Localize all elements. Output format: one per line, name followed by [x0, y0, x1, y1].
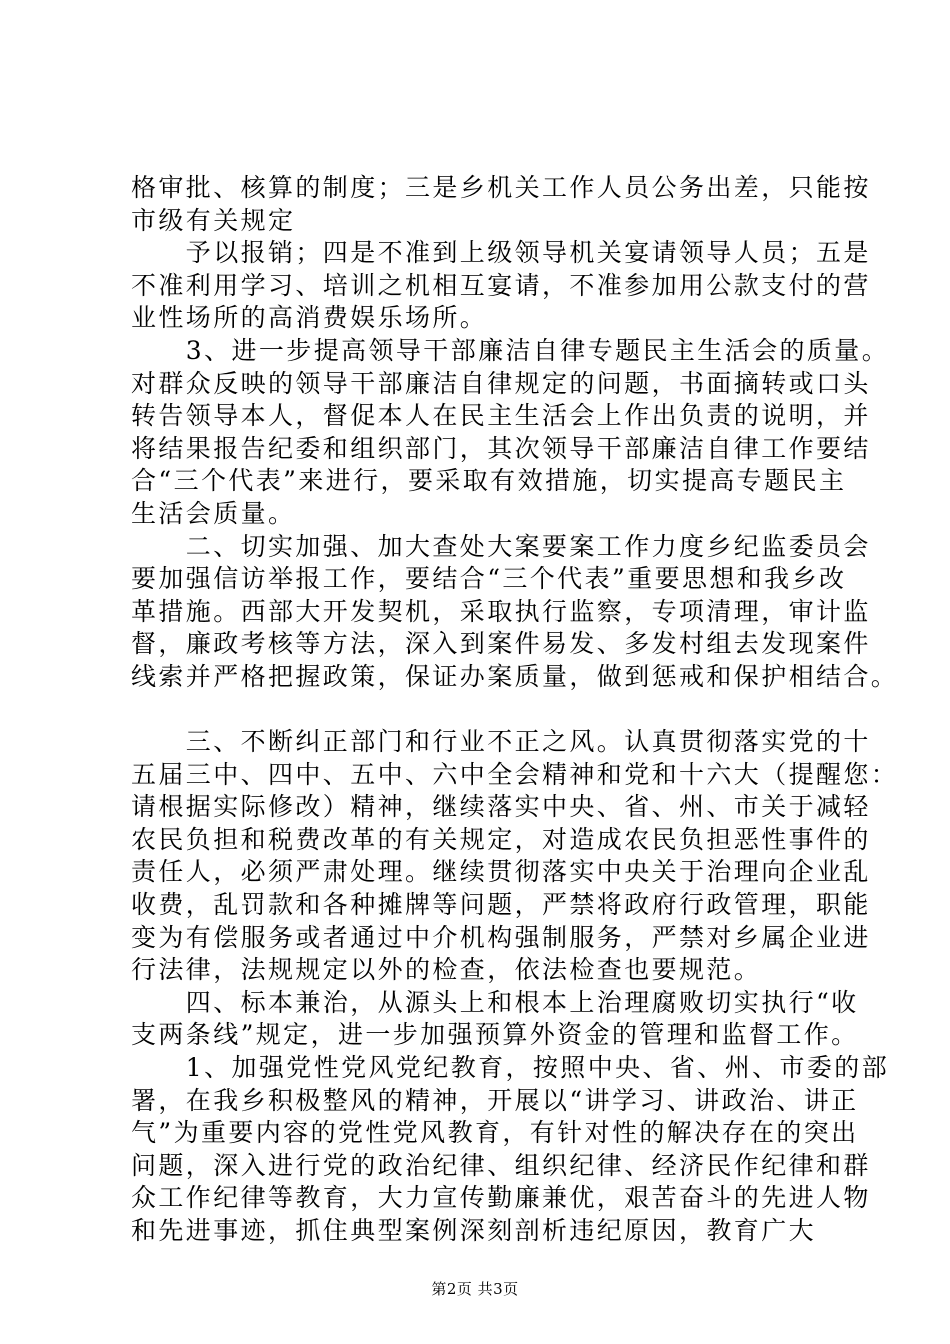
text-line: 督，廉政考核等方法，深入到案件易发、多发村组去发现案件	[131, 629, 871, 659]
text-line: 线索并严格把握政策，保证办案质量，做到惩戒和保护相结合。	[131, 661, 899, 691]
document-body	[131, 172, 899, 1248]
text-line: 行法律，法规规定以外的检查，依法检查也要规范。	[131, 955, 762, 985]
text-line: 变为有偿服务或者通过中介机构强制服务，严禁对乡属企业进	[131, 922, 871, 952]
text-line: 格审批、核算的制度；三是乡机关工作人员公务出差，只能按	[131, 173, 871, 202]
text-line: 责任人，必须严肃处理。继续贯彻落实中央关于治理向企业乱	[131, 857, 871, 887]
text-line: 支两条线”规定，进一步加强预算外资金的管理和监督工作。	[131, 1020, 859, 1050]
text-line: 五届三中、四中、五中、六中全会精神和党和十六大（提醒您：	[131, 759, 899, 789]
text-line: 不准利用学习、培训之机相互宴请，不准参加用公款支付的营	[131, 270, 871, 300]
text-line: 生活会质量。	[131, 498, 296, 528]
text-line: 三、不断纠正部门和行业不正之风。认真贯彻落实党的十	[131, 727, 871, 757]
page-number-footer: 第2页 共3页	[431, 1280, 519, 1298]
text-line: 农民负担和税费改革的有关规定，对造成农民负担恶性事件的	[131, 824, 871, 854]
text-line: 转告领导本人，督促本人在民主生活会上作出负责的说明，并	[131, 401, 871, 431]
text-line: 署，在我乡积极整风的精神，开展以“讲学习、讲政治、讲正	[131, 1085, 859, 1115]
blank-line	[131, 694, 831, 727]
text-line: 业性场所的高消费娱乐场所。	[131, 303, 488, 333]
text-line: 问题，深入进行党的政治纪律、组织纪律、经济民作纪律和群	[131, 1150, 871, 1180]
text-line: 3、进一步提高领导干部廉洁自律专题民主生活会的质量。	[131, 335, 890, 365]
text-line: 合“三个代表”来进行，要采取有效措施，切实提高专题民主	[131, 466, 847, 496]
text-line: 市级有关规定	[131, 205, 296, 235]
text-line: 予以报销；四是不准到上级领导机关宴请领导人员；五是	[131, 238, 871, 268]
text-line: 四、标本兼治，从源头上和根本上治理腐败切实执行“收	[131, 987, 859, 1017]
text-line: 二、切实加强、加大查处大案要案工作力度乡纪监委员会	[131, 531, 871, 561]
text-line: 革措施。西部大开发契机，采取执行监察，专项清理，审计监	[131, 596, 871, 626]
text-line: 1、加强党性党风党纪教育，按照中央、省、州、市委的部	[131, 1053, 890, 1083]
text-line: 收费，乱罚款和各种摊牌等问题，严禁将政府行政管理，职能	[131, 890, 871, 920]
text-line: 要加强信访举报工作，要结合“三个代表”重要思想和我乡改	[131, 564, 847, 594]
text-line: 和先进事迹，抓住典型案例深刻剖析违纪原因，教育广大	[131, 1216, 817, 1245]
text-line: 众工作纪律等教育，大力宣传勤廉兼优，艰苦奋斗的先进人物	[131, 1183, 871, 1213]
text-line: 气”为重要内容的党性党风教育，有针对性的解决存在的突出	[131, 1118, 859, 1148]
text-line: 将结果报告纪委和组织部门，其次领导干部廉洁自律工作要结	[131, 433, 871, 463]
text-line: 对群众反映的领导干部廉洁自律规定的问题，书面摘转或口头	[131, 368, 871, 398]
text-line: 请根据实际修改）精神，继续落实中央、省、州、市关于减轻	[131, 792, 871, 822]
